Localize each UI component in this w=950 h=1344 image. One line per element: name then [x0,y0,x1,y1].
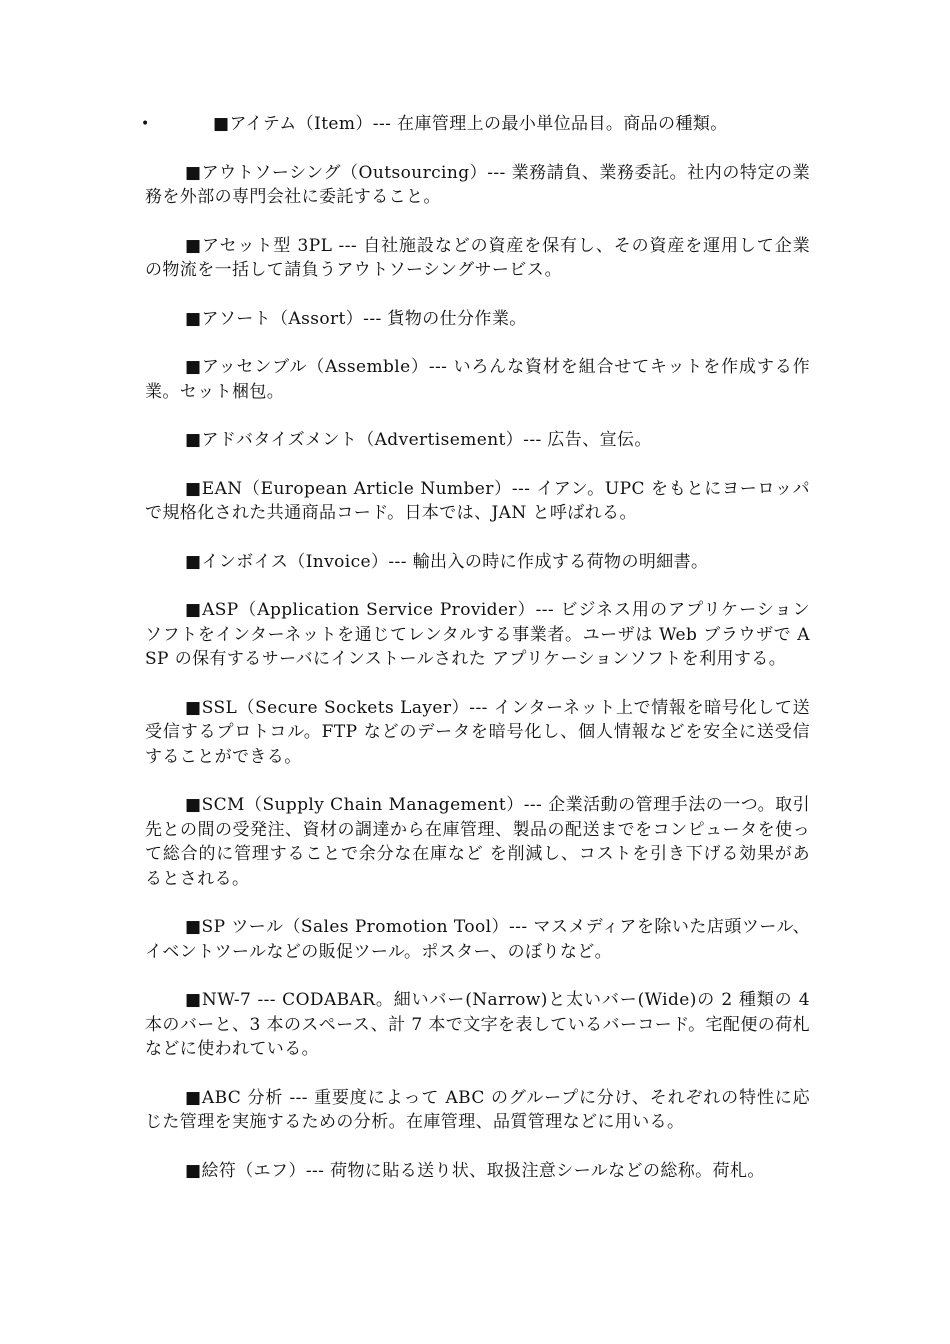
glossary-entry-scm: ■SCM（Supply Chain Management）--- 企業活動の管理手法の一つ。取引先との間の受発注、資材の調達から在庫管理、製品の配送までをコンピュータを使って総合的に管理することで余分な在庫など を削減し、コストを引き下げる効果があるとされる。 [145,795,810,889]
entry-text: ■アイテム（Item）--- 在庫管理上の最小単位品目。商品の種類。 [213,114,728,134]
bullet-icon: • [141,116,150,132]
glossary-list [141,112,810,1207]
glossary-entry-item [141,112,810,137]
glossary-entry-sp-tool: ■SP ツール（Sales Promotion Tool）--- マスメディアを除いた店頭ツール、イベントツールなどの販促ツール。ポスター、のぼりなど。 [145,917,810,962]
glossary-entry-outsourcing: ■アウトソーシング（Outsourcing）--- 業務請負、業務委託。社内の特定の業務を外部の専門会社に委託すること。 [145,162,810,207]
glossary-entry-invoice: ■インボイス（Invoice）--- 輸出入の時に作成する荷物の明細書。 [185,551,709,572]
glossary-entry-efu: ■絵符（エフ）--- 荷物に貼る送り状、取扱注意シールなどの総称。荷札。 [185,1160,765,1181]
glossary-entry-nw7: ■NW-7 --- CODABAR。細いバー(Narrow)と太いバー(Wide)の 2 種類の 4 本のバーと、3 本のスペース、計 7 本で文字を表しているバーコード。宅配便の荷札などに使われている。 [145,990,810,1059]
glossary-entry-assemble: ■アッセンブル（Assemble）--- いろんな資材を組合せてキットを作成する作業。セット梱包。 [145,357,810,402]
glossary-entry-abc-analysis: ■ABC 分析 --- 重要度によって ABC のグループに分け、それぞれの特性に応じた管理を実施するための分析。在庫管理、品質管理などに用いる。 [145,1087,810,1132]
glossary-entry-assort: ■アソート（Assort）--- 貨物の仕分作業。 [185,308,527,329]
glossary-entry-ean: ■EAN（European Article Number）--- イアン。UPC をもとにヨーロッパで規格化された共通商品コード。日本では、JAN と呼ばれる。 [145,478,810,523]
glossary-entry-advertisement: ■アドバタイズメント（Advertisement）--- 広告、宣伝。 [185,430,652,450]
glossary-entry-asp: ■ASP（Application Service Provider）--- ビジネス用のアプリケーションソフトをインターネットを通じてレンタルする事業者。ユーザは Web ブラウザで ASP の保有するサーバにインストールされた アプリケーションソフトを利用する。 [145,600,810,669]
glossary-entry-ssl: ■SSL（Secure Sockets Layer）--- インターネット上で情報を暗号化して送受信するプロトコル。FTP などのデータを暗号化し、個人情報などを安全に送受信することができる。 [145,697,810,767]
glossary-entry-asset-3pl: ■アセット型 3PL --- 自社施設などの資産を保有し、その資産を運用して企業の物流を一括して請負うアウトソーシングサービス。 [145,235,810,280]
